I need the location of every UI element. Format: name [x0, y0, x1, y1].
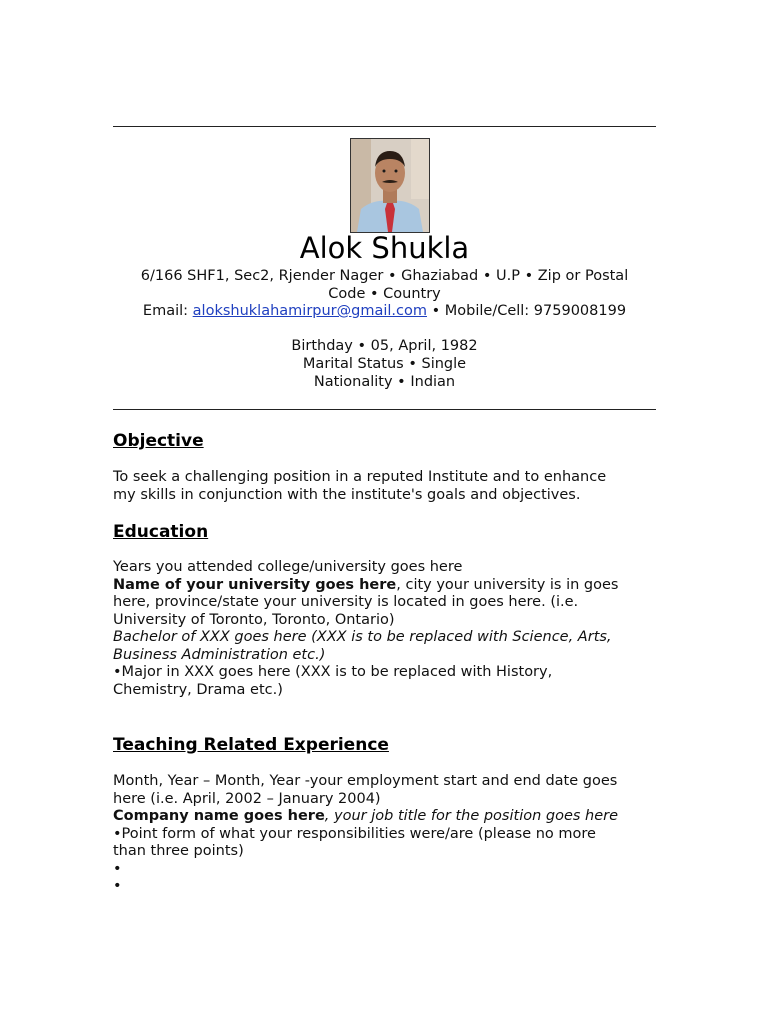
university-location: , city your university is in goes [396, 576, 619, 593]
major-line-2: Chemistry, Drama etc.) [113, 681, 283, 698]
objective-text [113, 469, 656, 504]
marital-status: Marital Status • Single [302, 356, 467, 372]
mobile-number: • Mobile/Cell: 9759008199 [431, 303, 627, 319]
candidate-name: Alok Shukla [299, 231, 470, 265]
email-link[interactable]: alokshuklahamirpur@gmail.com [192, 303, 427, 319]
responsibility-point-3: • [113, 878, 122, 894]
contact-line [113, 302, 656, 320]
nationality: Nationality • Indian [313, 374, 456, 390]
education-text [113, 559, 656, 699]
header-divider [113, 409, 656, 410]
education-university-line [113, 577, 656, 595]
address [113, 267, 656, 303]
responsibility-point-1: •Point form of what your responsibilities were/are (please no more [113, 825, 596, 842]
objective-line-1: To seek a challenging position in a reputed Institute and to enhance [113, 469, 607, 485]
personal-details [113, 337, 656, 391]
profile-photo [350, 138, 430, 233]
birthday: Birthday • 05, April, 1982 [291, 338, 478, 354]
teaching-text [113, 773, 656, 896]
teaching-dates-2: here (i.e. April, 2002 – January 2004) [113, 790, 381, 807]
responsibility-point-1-cont: than three points) [113, 843, 244, 859]
university-name: Name of your university goes here [113, 576, 397, 593]
address-line-2: Code • Country [328, 286, 441, 302]
top-divider [113, 126, 656, 127]
teaching-dates-1: Month, Year – Month, Year -your employment start and end date goes [113, 773, 618, 789]
education-university-line-2: here, province/state your university is located in goes here. (i.e. [113, 594, 579, 610]
objective-heading: Objective [113, 431, 204, 451]
objective-line-2: my skills in conjunction with the institute's goals and objectives. [113, 486, 581, 503]
major-line-1: •Major in XXX goes here (XXX is to be replaced with History, [113, 664, 553, 680]
education-years: Years you attended college/university goes here [113, 559, 463, 575]
teaching-heading: Teaching Related Experience [113, 735, 389, 755]
education-university-line-3: University of Toronto, Toronto, Ontario) [113, 611, 395, 628]
email-label: Email: [142, 303, 193, 319]
degree-line-1: Bachelor of XXX goes here (XXX is to be replaced with Science, Arts, [113, 629, 612, 645]
education-heading: Education [113, 522, 209, 542]
company-name: Company name goes here [113, 808, 325, 824]
responsibility-point-2: • [113, 860, 122, 877]
address-line-1: 6/166 SHF1, Sec2, Rjender Nager • Ghaziabad • U.P • Zip or Postal [140, 268, 629, 284]
teaching-company-line [113, 808, 656, 826]
degree-line-2: Business Administration etc.) [113, 646, 326, 663]
job-title: , your job title for the position goes here [324, 808, 619, 824]
